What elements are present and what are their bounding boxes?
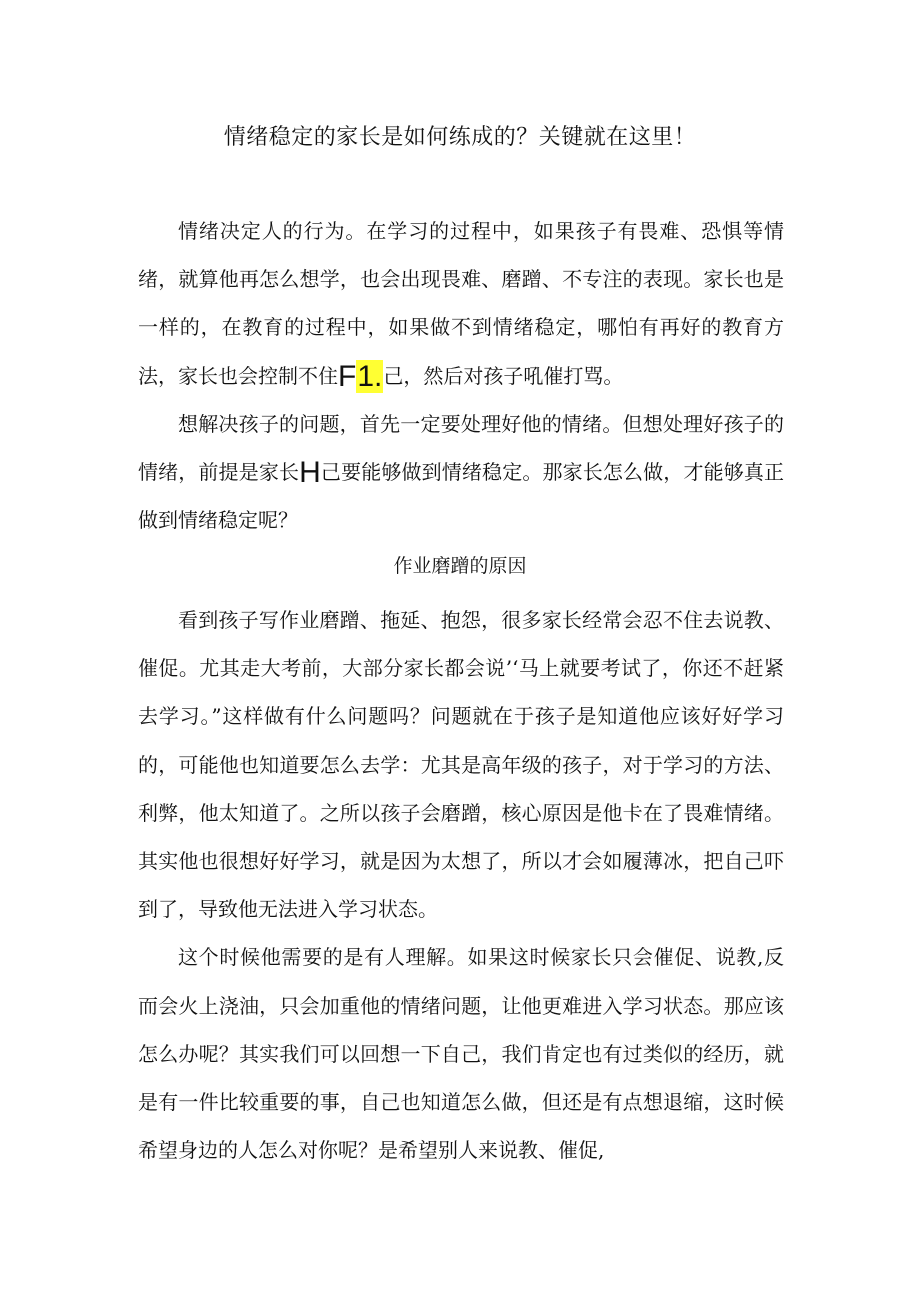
ocr-artifact-f: F xyxy=(338,359,357,393)
ocr-artifact-h: H xyxy=(299,456,321,490)
paragraph-text: 想解决孩子的问题，首先一定要处理好他的情绪。但想处理好孩子的情绪，前提是家长 xyxy=(138,411,784,485)
paragraph-text-end: 己要能够做到情绪稳定。那家长怎么做，才能够真正做到情绪稳定呢？ xyxy=(138,460,785,533)
highlighted-ocr-artifact: 1. xyxy=(357,359,383,393)
paragraph-text: 情绪决定人的行为。在学习的过程中，如果孩子有畏难、恐惧等情绪，就算他再怎么想学，也会出现畏难、磨蹭、不专注的表现。家长也是一样的，在教育的过程中，如果做不到情绪稳定，哪怕有再好的教育方法，家长也会控制不住 xyxy=(138,219,784,388)
section-heading: 作业磨蹭的原因 xyxy=(393,555,527,577)
section-homework xyxy=(138,596,784,1174)
paragraph-homework-dawdling: 看到孩子写作业磨蹭、拖延、抱怨，很多家长经常会忍不住去说教、催促。尤其走大考前，大部分家长都会说’‘马上就要考试了，你还不赶紧去学习。”这样做有什么问题吗？问题就在于孩子是知道他应该好好学习的，可能他也知道要怎么去学：尤其是高年级的孩子，对于学习的方法、利弊，他太知道了。之所以孩子会磨蹭，核心原因是他卡在了畏难情绪。其实他也很想好好学习，就是因为太想了，所以才会如履薄冰，把自己吓到了，导致他无法进入学习状态。 xyxy=(138,608,784,922)
paragraph-handle-emotion xyxy=(138,400,784,545)
article-title: 情绪稳定的家长是如何练成的？关键就在这里！ xyxy=(223,125,697,150)
paragraph-need-understanding: 这个时候他需要的是有人理解。如果这时候家长只会催促、说教,反而会火上浇油，只会加重他的情绪问题，让他更难进入学习状态。那应该怎么办呢？其实我们可以回想一下自己，我们肯定也有过类似的经历，就是有一件比较重要的事，自己也知道怎么做，但还是有点想退缩，这时候希望身边的人怎么对你呢？是希望别人来说教、催促, xyxy=(138,945,784,1163)
paragraph-text-end: 己，然后对孩子吼催打骂。 xyxy=(383,363,624,388)
paragraph-emotion-behavior xyxy=(138,207,784,400)
section-intro xyxy=(138,207,784,544)
